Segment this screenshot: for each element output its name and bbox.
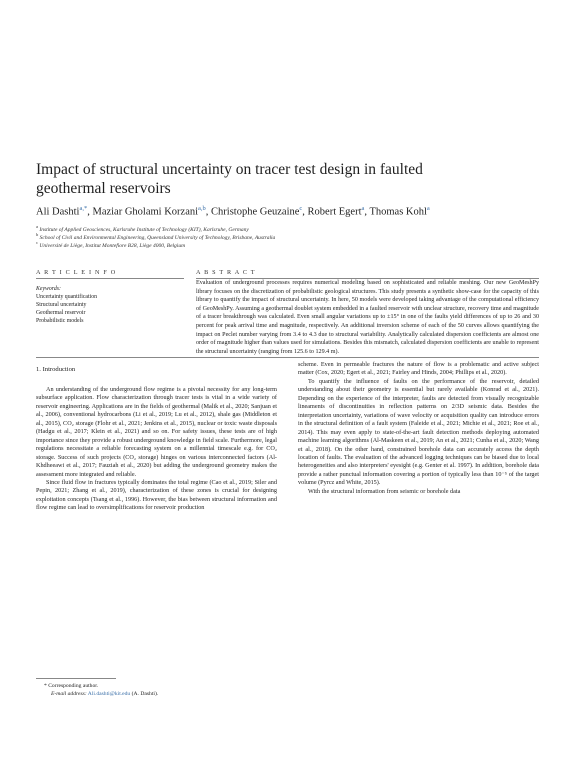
author-name: Robert Egert (307, 206, 362, 218)
author-affiliation-marker: c (299, 205, 303, 212)
body-column-right (298, 361, 539, 496)
keyword: Uncertainty quantification (36, 294, 98, 300)
author-name: Maziar Gholami Korzani (92, 206, 199, 218)
divider (36, 357, 539, 358)
footnote-rule (36, 678, 116, 679)
paper-title: Impact of structural uncertainty on tracer test design in faulted geothermal reservoirs (36, 161, 423, 197)
body-column-left (36, 386, 277, 513)
affiliation: $^c$ Université de Liège, Institut Montefiore B28, Liège 4000, Belgium (36, 240, 186, 249)
paragraph: scheme. Even in permeable fractures the nature of flow is a problematic and active subject matter (Cox, 2020; Egert et al., 2021; Fairley and Hinds, 2004; Phillips et al., 2020). (298, 361, 539, 377)
paragraph: Since fluid flow in fractures typically dominates the total regime (Cao et al., 2019; Siler and Pepin, 2021; Zhang et al., 2019), characterization of these zones is crucial for designing exploitation concepts (Tsang et al., 1996). However, the bias between structural information and flow regime can lead to oversimplifications for reservoir production (36, 478, 277, 512)
article-info-heading: A R T I C L E I N F O (36, 269, 117, 276)
author-name: Ali Dashti (36, 206, 80, 218)
abstract-heading: A B S T R A C T (196, 269, 256, 276)
author-affiliation-marker: a (426, 205, 430, 212)
keywords-label: Keywords: (36, 286, 61, 292)
paragraph: To quantify the influence of faults on the performance of the reservoir, detailed understanding about their geometry is essential but rarely available (Konrad et al., 2021). Depending on the experience of the interpreter, faults are detected from visually recognizable lineaments of discontinuities in reflection patterns on 2/3D seismic data. Besides the interpretation uncertainty, variations of wave velocity or acquisition quality can introduce errors in the structural definition of a fault system (Faleide et al., 2021; Michie et al., 2021; Roe et al., 2014). This may even apply to state-of-the-art fault detection methods deploying automated machine learning algorithms (Al-Maskeen et al., 2019; An et al., 2021; Cunha et al., 2020; Wang et al., 2018). On the other hand, constrained borehole data can accurately access the depth location of faults. The evaluation of the advanced logging techniques can be biased due to local heterogeneities and also interpreters' eyesight (e.g. Genter et al. 1997). In addition, borehole data provide a rather punctual information covering a portion of typically less than 10⁻⁵ of the target volume (Pyrcz and White, 2015). (298, 377, 539, 487)
email-link[interactable]: Ali.dashti@kit.edu (87, 691, 131, 697)
author-affiliation-marker: a,* (79, 205, 88, 212)
keyword: Probabilistic models (36, 318, 84, 324)
author-affiliation-marker: a,b (198, 205, 206, 212)
author-name: Thomas Kohl (369, 206, 427, 218)
author-affiliation-marker: a (361, 205, 365, 212)
abstract-text: Evaluation of underground processes requires numerical modeling based on sophisticated and reliable meshing. Our new GeoMeshPy library focuses on the discretization of probabilistic geological structures. This study presents a synthetic show-case for the capacity of this library to quantify the impact of structural uncertainty. In here, 50 models were developed taking advantage of the computational efficiency of GeoMeshPy. Assuming a geothermal doublet system embedded in a faulted reservoir with unclear structure, recovery time and magnitude of a tracer breakthrough was calculated. Even small angular variations up to ±15° in one of the faults yield differences of up to 26 and 30 percent for peak arrival time and magnitude, respectively. An additional inversion scheme of each of the 50 curves allows quantifying the impact on Peclet number varying from 3.4 to 4.3 due to structural variability. Analytically calculated dispersion coefficients are almost one order of magnitude higher than values used for simulations. Besides this mismatch, calculated dispersion coefficients are unable to represent the structural uncertainty (ranging from 125.6 to 129.4 m). (196, 280, 539, 355)
footnote-email: E-mail address: Ali.dashti@kit.edu (A. Dashti). (51, 691, 159, 697)
affiliation: $^a$ Institute of Applied Geosciences, Karlsruhe Institute of Technology (KIT), Karlsruhe, Germany (36, 224, 249, 233)
paragraph: With the structural information from seismic or borehole data (308, 487, 461, 495)
affiliation: $^b$ School of Civil and Environmental Engineering, Queensland University of Technology, Brisbane, Australia (36, 232, 276, 241)
divider (36, 278, 184, 279)
keyword: Geothermal reservoir (36, 310, 86, 316)
footnote-corresponding: * Corresponding author. (44, 683, 99, 689)
author-list: Ali Dashti$^{a,*}$, Maziar Gholami Korzani$^{a,b}$, Christophe Geuzaine$^c$, Robert Egert$^a$, Thomas Kohl$^a$ (36, 205, 430, 218)
paragraph: An understanding of the underground flow regime is a pivotal necessity for any long-term subsurface application. Flow characterization through tracer tests is vital in a wide variety of reservoir engineering. Applications are in the fields of geothermal (Malik et al., 2020; Sanjuan et al., 2006), conventional hydrocarbons (Li et al., 2019; Lu et al., 2012), shale gas (Middleton et al., 2015), CO₂ storage (Flohr et al., 2021; Jenkins et al., 2015), nuclear or toxic waste disposals (Hadgu et al., 2017; Klein et al., 2021) and so on. For safety issues, these tests are of high importance since they provide a robust underground knowledge in field scale. Furthermore, legal regulations necessitate a reliable forecasting system on a millennial timescale e.g. for CO₂ storage. Success of such projects (CO₂ storage) hinges on various interconnected factors (Al-Khdheeawi et al., 2017; Fauziah et al., 2020) but adding the underground geometry makes the assessment more integrated and reliable. (36, 386, 277, 478)
keyword: Structural uncertainty (36, 302, 87, 308)
section-title: 1. Introduction (36, 366, 76, 373)
author-name: Christophe Geuzaine (211, 206, 300, 218)
